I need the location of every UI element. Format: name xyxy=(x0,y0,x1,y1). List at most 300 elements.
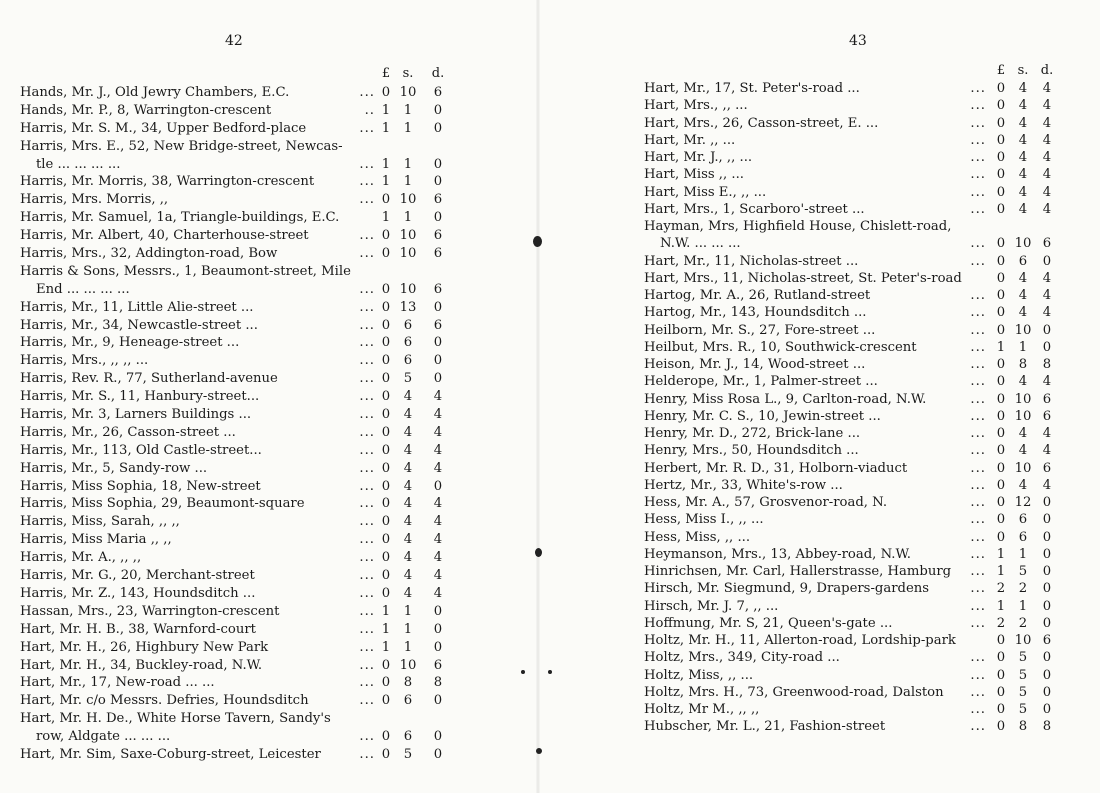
subscriber-name: Henry, Mrs., 50, Houndsditch ... xyxy=(644,443,859,459)
shillings-value: 13 xyxy=(399,299,417,315)
pence-value: 0 xyxy=(1042,684,1052,700)
subscriber-name: Harris & Sons, Messrs., 1, Beaumont-street, Mile xyxy=(20,263,351,279)
pounds-value: 1 xyxy=(381,174,391,190)
shillings-value: 4 xyxy=(1018,443,1028,459)
shillings-value: 6 xyxy=(1018,253,1028,269)
pounds-value: 1 xyxy=(996,339,1006,355)
pence-value: 6 xyxy=(1042,460,1052,476)
shillings-value: 10 xyxy=(1014,460,1032,476)
pence-value: 0 xyxy=(1042,339,1052,355)
leader-dots: ... xyxy=(359,246,375,262)
subscriber-name: Hands, Mr. J., Old Jewry Chambers, E.C. xyxy=(20,85,290,100)
subscriber-name: Harris, Mr. A., ,, ,, xyxy=(20,550,142,566)
subscriber-entry xyxy=(644,425,1074,442)
pounds-value: 0 xyxy=(996,512,1006,528)
shillings-value: 10 xyxy=(399,246,417,262)
pence-value: 4 xyxy=(433,532,443,548)
leader-dots: ... xyxy=(970,426,986,441)
subscriber-entry xyxy=(20,460,450,478)
pounds-value: 1 xyxy=(381,603,391,619)
subscriber-entry xyxy=(644,460,1074,477)
shillings-value: 4 xyxy=(1018,184,1028,200)
pounds-value: 0 xyxy=(996,270,1006,286)
subscriber-name: Harris, Miss Maria ,, ,, xyxy=(20,532,172,548)
pence-value: 4 xyxy=(1042,288,1052,303)
shillings-value: 4 xyxy=(1018,201,1028,217)
leader-dots: ... xyxy=(359,550,375,566)
subscriber-entry xyxy=(20,120,450,138)
leader-dots: ... xyxy=(970,408,986,424)
pounds-value: 0 xyxy=(381,299,391,315)
subscriber-entry xyxy=(20,209,450,227)
leader-dots: ... xyxy=(970,512,986,528)
leader-dots: ... xyxy=(970,150,986,165)
leader-dots: ... xyxy=(359,442,375,458)
subscriber-name: Helderope, Mr., 1, Palmer-street ... xyxy=(644,374,878,390)
pounds-value: 1 xyxy=(381,210,391,226)
subscriber-entry xyxy=(644,339,1074,356)
shillings-value: 5 xyxy=(1018,702,1028,717)
subscriber-name: Hart, Mrs., ,, ... xyxy=(644,98,748,114)
leader-dots: ... xyxy=(970,339,986,355)
pence-value: 4 xyxy=(1042,443,1052,459)
subscriber-entry xyxy=(644,97,1074,114)
subscriber-name: Hart, Mr. Sim, Saxe-Coburg-street, Leicester xyxy=(20,746,321,762)
subscriber-name: Harris, Mr., 9, Heneage-street ... xyxy=(20,335,240,351)
subscriber-name: Harris, Mr. Morris, 38, Warrington-crescent xyxy=(20,174,315,190)
leader-dots: ... xyxy=(359,299,375,315)
shillings-value: 1 xyxy=(403,639,413,655)
shillings-value: 4 xyxy=(403,550,413,566)
pence-value: 6 xyxy=(1042,236,1052,252)
subscriber-name: Hess, Mr. A., 57, Grosvenor-road, N. xyxy=(644,495,888,510)
shillings-value: 10 xyxy=(1014,408,1032,424)
shillings-value: 4 xyxy=(1018,374,1028,390)
pounds-value: 2 xyxy=(996,581,1006,597)
pence-value: 6 xyxy=(433,317,443,333)
shillings-value: 1 xyxy=(1018,546,1028,562)
subscriber-name: Holtz, Mr M., ,, ,, xyxy=(644,702,760,717)
subscriber-entry xyxy=(20,138,450,156)
leader-dots: ... xyxy=(970,598,986,614)
subscriber-name: End ... ... ... ... xyxy=(36,281,130,297)
shillings-value: 4 xyxy=(403,442,413,458)
shillings-value: 4 xyxy=(403,532,413,548)
ink-spot xyxy=(535,548,542,557)
pence-header: d. xyxy=(1040,63,1054,78)
subscriber-entry xyxy=(644,287,1074,304)
subscriber-name: Hart, Mr. J., ,, ... xyxy=(644,150,753,165)
pounds-value: 0 xyxy=(996,719,1006,735)
pence-value: 4 xyxy=(433,585,443,601)
leader-dots: ... xyxy=(359,514,375,530)
subscriber-entry xyxy=(20,603,450,621)
subscriber-entry xyxy=(644,115,1074,132)
pence-value: 0 xyxy=(433,335,443,351)
shillings-value: 4 xyxy=(403,585,413,601)
leader-dots: ... xyxy=(359,281,375,297)
subscriber-entry xyxy=(644,598,1074,615)
subscriber-entry xyxy=(644,494,1074,511)
subscriber-name: Hubscher, Mr. L., 21, Fashion-street xyxy=(644,719,886,735)
subscriber-entry xyxy=(20,585,450,603)
pounds-value: 0 xyxy=(381,371,391,387)
leader-dots: ... xyxy=(359,389,375,405)
pounds-value: 0 xyxy=(996,81,1006,96)
subscriber-name: Harris, Mrs., ,, ,, ... xyxy=(20,353,149,369)
pence-value: 4 xyxy=(433,460,443,476)
shillings-value: 4 xyxy=(403,407,413,423)
pounds-value: 0 xyxy=(996,391,1006,407)
subscriber-name: Hart, Mr. H. B., 38, Warnford-court xyxy=(20,621,256,637)
subscriber-entry xyxy=(20,263,450,281)
leader-dots: ... xyxy=(359,156,375,172)
shillings-value: 4 xyxy=(403,514,413,530)
pounds-value: 0 xyxy=(996,684,1006,700)
pounds-value: 0 xyxy=(996,236,1006,252)
pence-value: 4 xyxy=(433,514,443,530)
pounds-value: 0 xyxy=(381,317,391,333)
pounds-value: 0 xyxy=(996,322,1006,338)
pounds-value: 0 xyxy=(996,184,1006,200)
pence-value: 4 xyxy=(433,568,443,584)
subscriber-name: Hart, Mrs., 26, Casson-street, E. ... xyxy=(644,115,879,131)
subscriber-entry xyxy=(20,639,450,657)
subscriber-name: Hirsch, Mr. J. 7, ,, ... xyxy=(644,598,779,614)
subscriber-name: Hart, Mr. H. De., White Horse Tavern, Sandy's xyxy=(20,711,331,727)
shillings-value: 6 xyxy=(403,729,413,745)
pence-value: 4 xyxy=(1042,426,1052,441)
pounds-value: 0 xyxy=(381,228,391,244)
leader-dots: ... xyxy=(359,424,375,440)
leader-dots: ... xyxy=(970,477,986,493)
subscriber-name: Hart, Mr., 17, New-road ... ... xyxy=(20,675,215,691)
shillings-value: 8 xyxy=(1018,719,1028,735)
subscriber-name: Hess, Miss I., ,, ... xyxy=(644,512,764,528)
subscriber-name: Hartog, Mr. A., 26, Rutland-street xyxy=(644,288,871,303)
subscriber-name: Harris, Mr., 5, Sandy-row ... xyxy=(20,460,208,476)
pounds-value: 0 xyxy=(996,132,1006,148)
pounds-header: £ xyxy=(996,63,1006,78)
subscriber-entry xyxy=(20,495,450,513)
pence-value: 0 xyxy=(1042,581,1052,597)
leader-dots: ... xyxy=(970,443,986,459)
pounds-value: 0 xyxy=(381,442,391,458)
leader-dots: ... xyxy=(359,353,375,369)
shillings-value: 5 xyxy=(1018,667,1028,683)
pounds-value: 0 xyxy=(996,288,1006,303)
subscriber-entry xyxy=(20,710,450,728)
leader-dots: ... xyxy=(970,322,986,338)
ink-spot xyxy=(536,748,542,754)
pence-value: 6 xyxy=(433,281,443,297)
subscriber-entry xyxy=(644,391,1074,408)
subscriber-entry xyxy=(20,317,450,335)
shillings-value: 8 xyxy=(403,675,413,691)
subscriber-entry xyxy=(20,173,450,191)
subscriber-entry xyxy=(644,529,1074,546)
pounds-value: 0 xyxy=(381,514,391,530)
subscriber-name: Holtz, Mrs. H., 73, Greenwood-road, Dalston xyxy=(644,684,944,700)
shillings-value: 1 xyxy=(1018,598,1028,614)
leader-dots: ... xyxy=(970,201,986,217)
subscriber-entry xyxy=(20,281,450,299)
leader-dots: ... xyxy=(970,236,986,252)
shillings-value: 4 xyxy=(1018,305,1028,321)
pence-value: 0 xyxy=(1042,322,1052,338)
leader-dots: ... xyxy=(970,684,986,700)
pounds-value: 0 xyxy=(381,496,391,512)
subscriber-name: Harris, Mr. S. M., 34, Upper Bedford-place xyxy=(20,120,307,136)
subscriber-entry xyxy=(20,370,450,388)
pounds-header: £ xyxy=(381,66,391,81)
pence-value: 4 xyxy=(1042,477,1052,493)
subscriber-entry xyxy=(20,746,450,764)
pounds-value: 1 xyxy=(381,120,391,136)
pence-value: 0 xyxy=(433,156,443,172)
subscriber-entry xyxy=(20,191,450,209)
leader-dots: ... xyxy=(970,253,986,269)
pence-value: 6 xyxy=(1042,391,1052,407)
subscriber-entry xyxy=(644,408,1074,425)
subscriber-entry xyxy=(644,667,1074,684)
subscriber-name: Holtz, Mr. H., 11, Allerton-road, Lordship-park xyxy=(644,633,956,648)
leader-dots: ... xyxy=(970,495,986,510)
pounds-value: 1 xyxy=(381,621,391,637)
shillings-value: 1 xyxy=(403,174,413,190)
shillings-value: 5 xyxy=(1018,564,1028,579)
leader-dots: ... xyxy=(359,585,375,601)
pounds-value: 0 xyxy=(381,460,391,476)
subscriber-entry xyxy=(644,701,1074,718)
pounds-value: 0 xyxy=(381,550,391,566)
pounds-value: 0 xyxy=(996,357,1006,372)
pence-value: 6 xyxy=(433,228,443,244)
shillings-value: 4 xyxy=(1018,167,1028,183)
page-gutter xyxy=(536,0,540,793)
pounds-value: 1 xyxy=(996,598,1006,614)
subscriber-entry xyxy=(644,322,1074,339)
subscriber-entry xyxy=(20,621,450,639)
leader-dots: ... xyxy=(359,729,375,745)
shillings-value: 5 xyxy=(403,371,413,387)
subscriber-entry xyxy=(644,442,1074,459)
shillings-value: 10 xyxy=(1014,391,1032,407)
shillings-value: 5 xyxy=(403,746,413,762)
subscriber-entry xyxy=(20,299,450,317)
shillings-value: 1 xyxy=(403,621,413,637)
subscriber-entry xyxy=(20,513,450,531)
pence-value: 4 xyxy=(1042,270,1052,286)
subscriber-entry xyxy=(644,132,1074,149)
subscriber-name: Harris, Mr., 34, Newcastle-street ... xyxy=(20,317,258,333)
pence-value: 4 xyxy=(433,407,443,423)
subscriber-name: Hertz, Mr., 33, White's-row ... xyxy=(644,477,843,493)
pounds-value: 0 xyxy=(996,305,1006,321)
pence-value: 0 xyxy=(433,174,443,190)
leader-dots: ... xyxy=(970,374,986,390)
pounds-value: 0 xyxy=(381,675,391,691)
pence-value: 0 xyxy=(1042,564,1052,579)
subscriber-entry xyxy=(20,227,450,245)
pounds-value: 0 xyxy=(381,585,391,601)
pence-value: 0 xyxy=(433,353,443,369)
subscriber-entry xyxy=(644,373,1074,390)
subscriber-list xyxy=(644,80,1074,736)
subscriber-entry xyxy=(644,684,1074,701)
leader-dots: ... xyxy=(359,568,375,584)
pence-value: 4 xyxy=(433,389,443,405)
subscriber-name: Heilbut, Mrs. R., 10, Southwick-crescent xyxy=(644,339,917,355)
pence-value: 6 xyxy=(1042,633,1052,648)
shillings-value: 1 xyxy=(403,102,413,118)
subscriber-name: Heymanson, Mrs., 13, Abbey-road, N.W. xyxy=(644,546,911,562)
shillings-value: 4 xyxy=(1018,426,1028,441)
pounds-value: 0 xyxy=(381,729,391,745)
subscriber-name: Harris, Mrs., 32, Addington-road, Bow xyxy=(20,246,278,262)
pence-value: 0 xyxy=(1042,615,1052,631)
ink-spot xyxy=(533,236,542,247)
pounds-value: 0 xyxy=(381,281,391,297)
subscriber-name: Henry, Mr. D., 272, Brick-lane ... xyxy=(644,426,861,441)
leader-dots: ... xyxy=(359,496,375,512)
subscriber-entry xyxy=(644,718,1074,735)
subscriber-entry xyxy=(20,245,450,263)
subscriber-entry xyxy=(644,149,1074,166)
subscriber-name: Hayman, Mrs, Highfield House, Chislett-road, xyxy=(644,219,952,234)
pounds-value: 0 xyxy=(381,192,391,208)
pounds-value: 0 xyxy=(381,389,391,405)
subscriber-entry xyxy=(20,442,450,460)
leader-dots: ... xyxy=(970,546,986,562)
subscriber-entry xyxy=(20,567,450,585)
pounds-value: 1 xyxy=(381,102,391,118)
pence-value: 0 xyxy=(1042,667,1052,683)
leader-dots: ... xyxy=(970,81,986,96)
subscriber-name: Harris, Mr. G., 20, Merchant-street xyxy=(20,568,255,584)
currency-header xyxy=(644,63,1074,79)
subscriber-name: Harris, Mrs. E., 52, New Bridge-street, Newcas- xyxy=(20,138,343,154)
pence-value: 4 xyxy=(1042,98,1052,114)
pounds-value: 0 xyxy=(996,201,1006,217)
subscriber-name: N.W. ... ... ... xyxy=(660,236,741,252)
leader-dots: ... xyxy=(359,120,375,136)
pence-value: 4 xyxy=(433,442,443,458)
shillings-value: 4 xyxy=(403,568,413,584)
subscriber-entry xyxy=(644,632,1074,649)
shillings-header: s. xyxy=(402,66,414,81)
pence-value: 0 xyxy=(1042,253,1052,269)
shillings-value: 1 xyxy=(403,603,413,619)
subscriber-name: Heison, Mr. J., 14, Wood-street ... xyxy=(644,357,866,372)
subscriber-entry xyxy=(20,424,450,442)
shillings-value: 4 xyxy=(1018,150,1028,165)
subscriber-entry xyxy=(20,674,450,692)
pence-value: 4 xyxy=(1042,201,1052,217)
shillings-value: 4 xyxy=(403,496,413,512)
subscriber-name: Harris, Mr., 113, Old Castle-street... xyxy=(20,442,262,458)
shillings-value: 1 xyxy=(403,156,413,172)
pounds-value: 0 xyxy=(996,374,1006,390)
pounds-value: 0 xyxy=(996,477,1006,493)
subscriber-entry xyxy=(644,201,1074,218)
pounds-value: 0 xyxy=(381,85,391,100)
subscriber-name: Hess, Miss, ,, ... xyxy=(644,529,751,545)
leader-dots: ... xyxy=(359,228,375,244)
subscriber-name: Hart, Mr. H., 34, Buckley-road, N.W. xyxy=(20,657,263,673)
leader-dots: ... xyxy=(970,357,986,372)
shillings-header: s. xyxy=(1017,63,1029,78)
subscriber-name: Harris, Rev. R., 77, Sutherland-avenue xyxy=(20,371,278,387)
subscriber-name: Hinrichsen, Mr. Carl, Hallerstrasse, Hamburg xyxy=(644,564,952,579)
pence-value: 4 xyxy=(433,496,443,512)
pounds-value: 2 xyxy=(996,615,1006,631)
subscriber-entry xyxy=(20,102,450,120)
leader-dots: ... xyxy=(359,192,375,208)
leader-dots: .. xyxy=(364,102,375,118)
pence-value: 0 xyxy=(433,478,443,494)
subscriber-entry xyxy=(644,80,1074,97)
pounds-value: 0 xyxy=(381,353,391,369)
pence-value: 4 xyxy=(433,424,443,440)
shillings-value: 4 xyxy=(1018,477,1028,493)
shillings-value: 5 xyxy=(1018,684,1028,700)
pounds-value: 0 xyxy=(996,667,1006,683)
pence-value: 4 xyxy=(1042,150,1052,165)
subscriber-entry xyxy=(644,356,1074,373)
pence-value: 4 xyxy=(433,550,443,566)
subscriber-entry xyxy=(644,184,1074,201)
leader-dots: ... xyxy=(359,371,375,387)
pounds-value: 0 xyxy=(381,532,391,548)
pence-value: 0 xyxy=(1042,702,1052,717)
leader-dots: ... xyxy=(970,650,986,666)
subscriber-name: Hart, Mrs., 11, Nicholas-street, St. Peter's-road xyxy=(644,270,962,286)
leader-dots: ... xyxy=(359,675,375,691)
pence-value: 0 xyxy=(1042,512,1052,528)
shillings-value: 10 xyxy=(399,657,417,673)
ink-spot xyxy=(548,670,552,674)
subscriber-entry xyxy=(644,511,1074,528)
subscriber-name: Heilborn, Mr. S., 27, Fore-street ... xyxy=(644,322,876,338)
subscriber-name: Harris, Miss Sophia, 29, Beaumont-square xyxy=(20,496,305,512)
subscriber-name: Hart, Miss E., ,, ... xyxy=(644,184,767,200)
leader-dots: ... xyxy=(359,407,375,423)
subscriber-entry xyxy=(644,166,1074,183)
pence-value: 0 xyxy=(433,729,443,745)
shillings-value: 4 xyxy=(1018,288,1028,303)
pounds-value: 1 xyxy=(381,156,391,172)
subscriber-entry xyxy=(20,549,450,567)
shillings-value: 8 xyxy=(1018,357,1028,372)
pounds-value: 0 xyxy=(996,167,1006,183)
pence-value: 6 xyxy=(433,85,443,100)
pounds-value: 0 xyxy=(996,253,1006,269)
shillings-value: 10 xyxy=(399,281,417,297)
shillings-value: 4 xyxy=(403,424,413,440)
leader-dots: ... xyxy=(970,702,986,717)
shillings-value: 4 xyxy=(1018,98,1028,114)
leader-dots: ... xyxy=(359,603,375,619)
leader-dots: ... xyxy=(359,460,375,476)
leader-dots: ... xyxy=(970,98,986,114)
pounds-value: 0 xyxy=(996,460,1006,476)
leader-dots: ... xyxy=(970,167,986,183)
subscriber-entry xyxy=(644,218,1074,235)
subscriber-name: Hart, Mr. H., 26, Highbury New Park xyxy=(20,639,269,655)
pounds-value: 0 xyxy=(381,335,391,351)
leader-dots: ... xyxy=(359,746,375,762)
